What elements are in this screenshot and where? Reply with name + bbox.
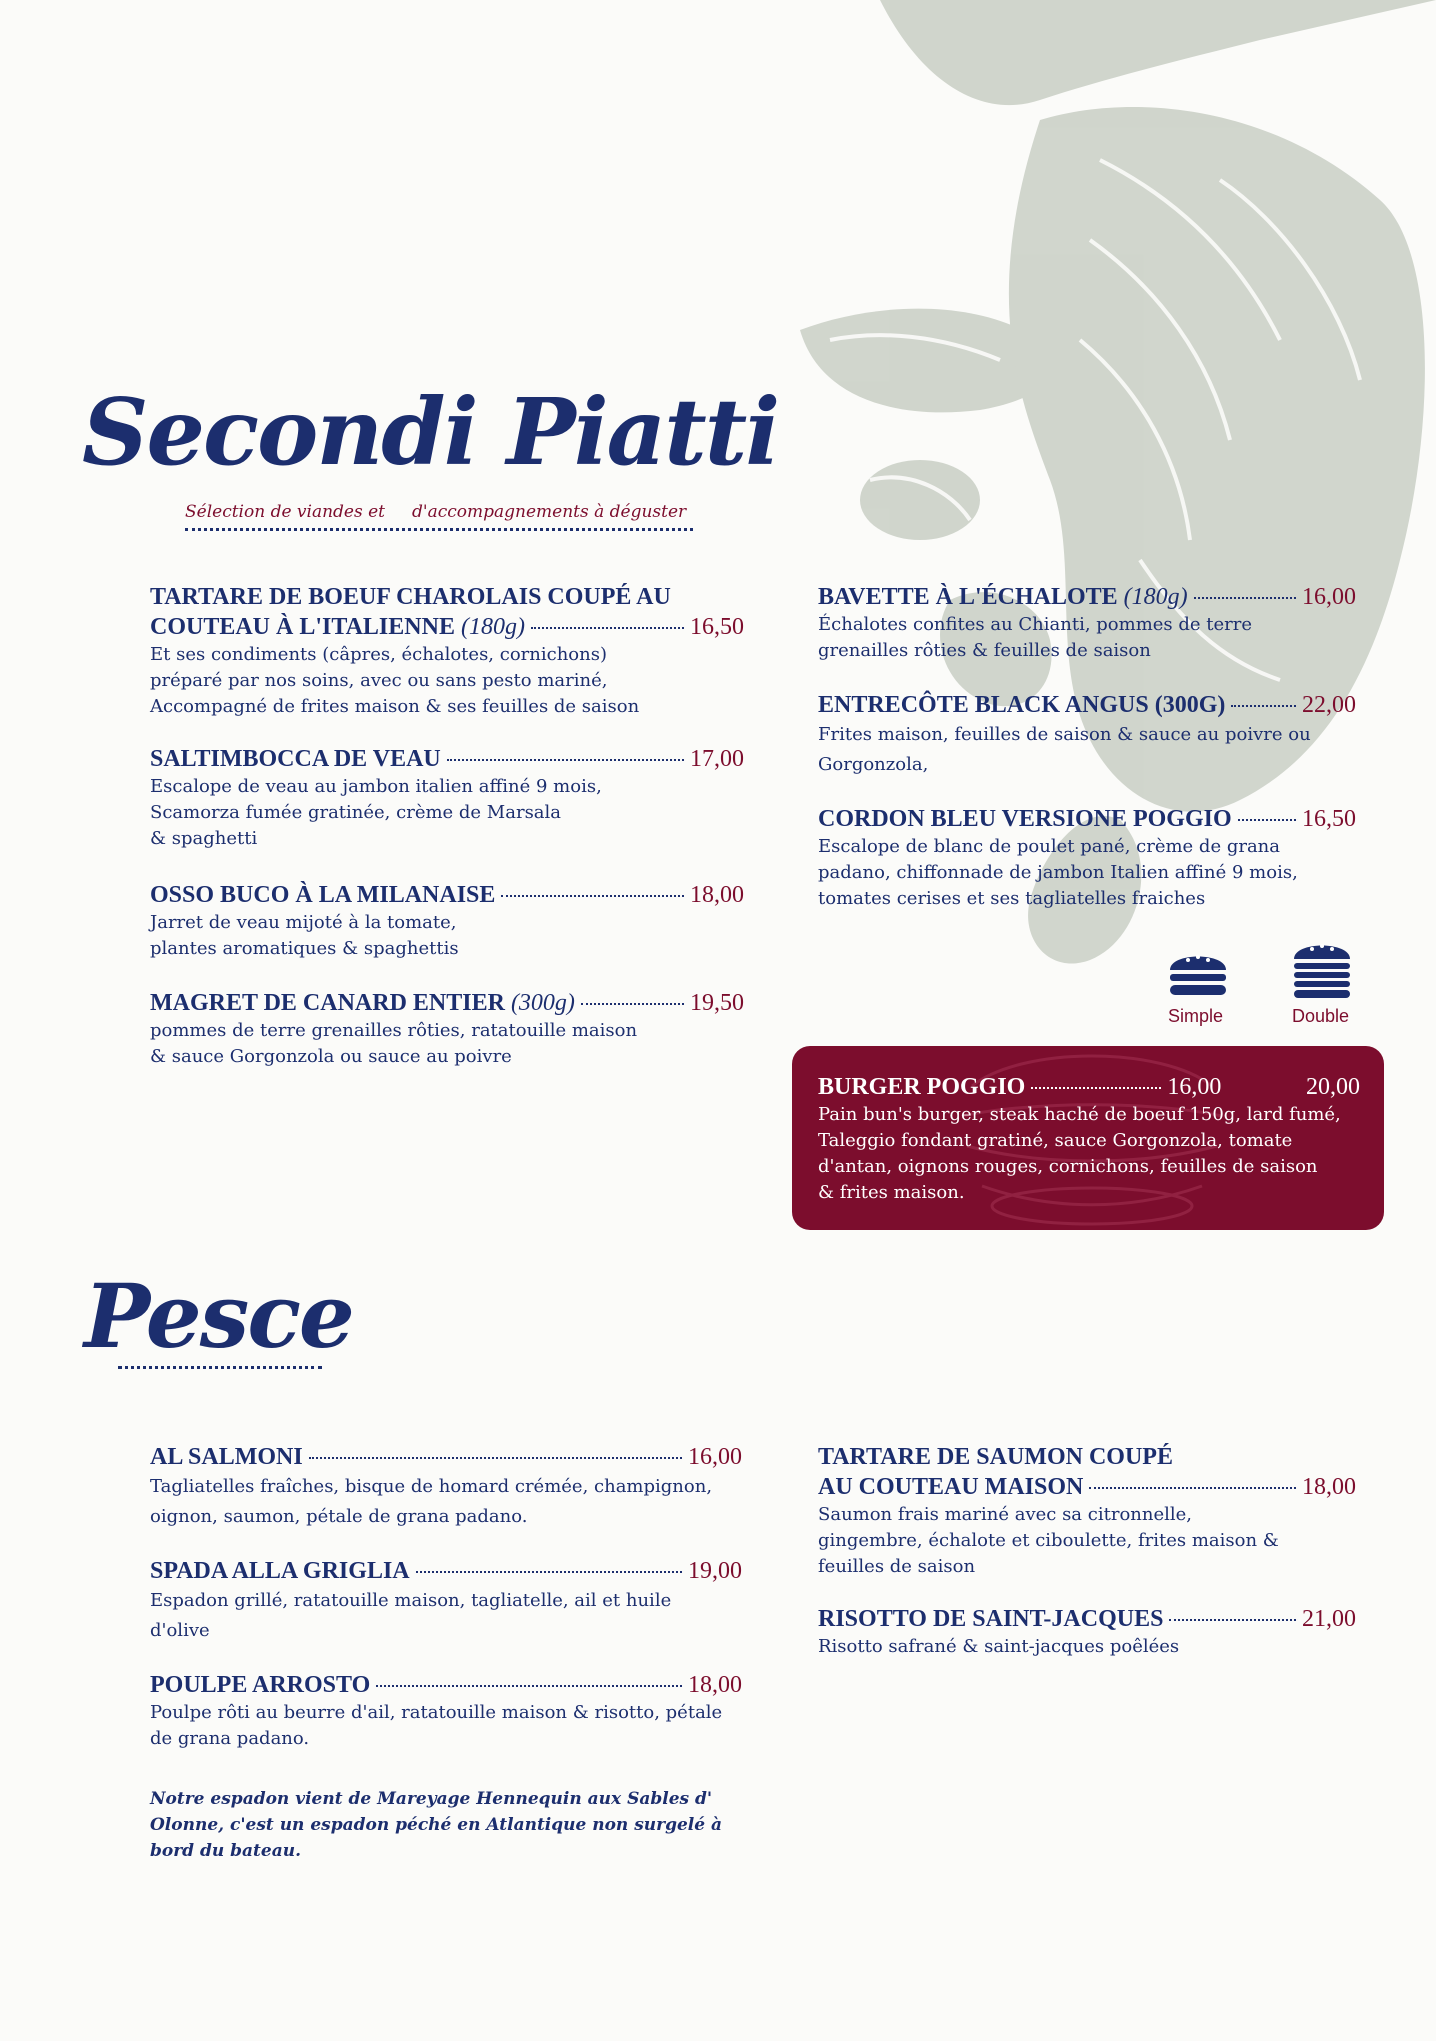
burger-double-label: Double bbox=[1292, 1006, 1350, 1026]
item-name: BAVETTE À L'ÉCHALOTE bbox=[818, 584, 1118, 610]
item-price: 17,00 bbox=[690, 746, 744, 772]
item-description: Espadon grillé, ratatouille maison, tagliatelle, ail et huile d'olive bbox=[150, 1590, 672, 1641]
item-price: 16,50 bbox=[1302, 806, 1356, 832]
burger-double-icon bbox=[1290, 932, 1354, 1002]
item-name: CORDON BLEU VERSIONE POGGIO bbox=[818, 806, 1232, 832]
burger-highlight-box bbox=[792, 1046, 1384, 1230]
section-title-secondi: Secondi Piatti bbox=[82, 378, 779, 486]
item-name-line: TARTARE DE SAUMON COUPÉ bbox=[818, 1444, 1173, 1470]
burger-price-double: 20,00 bbox=[1306, 1074, 1360, 1100]
item-name: SPADA ALLA GRIGLIA bbox=[150, 1558, 410, 1584]
menu-item-tartare-boeuf bbox=[150, 582, 744, 720]
item-price: 19,00 bbox=[688, 1558, 742, 1584]
menu-item-poulpe bbox=[150, 1670, 742, 1752]
item-name: AU COUTEAU MAISON bbox=[818, 1474, 1084, 1500]
item-name: POULPE ARROSTO bbox=[150, 1672, 371, 1698]
menu-item-spada bbox=[150, 1556, 742, 1646]
item-price: 16,00 bbox=[1302, 584, 1356, 610]
burger-price-simple: 16,00 bbox=[1167, 1074, 1222, 1100]
item-description: pommes de terre grenailles rôties, ratatouille maison & sauce Gorgonzola ou sauce au poivre bbox=[150, 1020, 638, 1067]
item-name: MAGRET DE CANARD ENTIER bbox=[150, 990, 505, 1016]
item-price: 21,00 bbox=[1302, 1606, 1356, 1632]
item-name: AL SALMONI bbox=[150, 1444, 303, 1470]
item-description: Et ses condiments (câpres, échalotes, cornichons) préparé par nos soins, avec ou sans pesto mariné, Accompagné de frites maison & ses feuilles de saison bbox=[150, 644, 640, 717]
item-name: ENTRECÔTE BLACK ANGUS (300G) bbox=[818, 692, 1226, 718]
burger-simple-label: Simple bbox=[1168, 1006, 1224, 1026]
item-description: Frites maison, feuilles de saison & sauce au poivre ou Gorgonzola, bbox=[818, 724, 1311, 775]
item-name: RISOTTO DE SAINT-JACQUES bbox=[818, 1606, 1164, 1632]
item-description: Escalope de blanc de poulet pané, crème de grana padano, chiffonnade de jambon Italien affiné 9 mois, tomates cerises et ses tagliatelles fraiches bbox=[818, 836, 1298, 909]
item-description: Escalope de veau au jambon italien affiné 9 mois, Scamorza fumée gratinée, crème de Marsala & spaghetti bbox=[150, 776, 602, 849]
item-price: 16,00 bbox=[688, 1444, 742, 1470]
item-price: 18,00 bbox=[690, 882, 744, 908]
item-price: 18,00 bbox=[688, 1672, 742, 1698]
item-weight: (300g) bbox=[510, 990, 575, 1016]
item-description: Saumon frais mariné avec sa citronnelle, gingembre, échalote et ciboulette, frites maison & feuilles de saison bbox=[818, 1504, 1279, 1577]
section-subtitle-secondi: Sélection de viandes et d'accompagnements à déguster bbox=[185, 502, 687, 522]
item-description: Poulpe rôti au beurre d'ail, ratatouille maison & risotto, pétale de grana padano. bbox=[150, 1702, 723, 1749]
item-name: OSSO BUCO À LA MILANAISE bbox=[150, 882, 496, 908]
item-description: Jarret de veau mijoté à la tomate, plantes aromatiques & spaghettis bbox=[150, 912, 459, 959]
menu-item-cordon-bleu bbox=[818, 804, 1356, 912]
menu-item-risotto bbox=[818, 1604, 1356, 1660]
menu-item-bavette bbox=[818, 582, 1356, 664]
item-description: Tagliatelles fraîches, bisque de homard crémée, champignon, oignon, saumon, pétale de grana padano. bbox=[150, 1476, 713, 1527]
item-price: 18,00 bbox=[1302, 1474, 1356, 1500]
item-weight: (180g) bbox=[460, 614, 525, 640]
item-name-line: TARTARE DE BOEUF CHAROLAIS COUPÉ AU bbox=[150, 584, 671, 610]
section-divider bbox=[185, 528, 693, 531]
item-price: 22,00 bbox=[1302, 692, 1356, 718]
item-name: COUTEAU À L'ITALIENNE bbox=[150, 614, 455, 640]
item-price: 19,50 bbox=[690, 990, 744, 1016]
section-divider bbox=[118, 1366, 322, 1369]
burger-description: Pain bun's burger, steak haché de boeuf 150g, lard fumé, Taleggio fondant gratiné, sauce Gorgonzola, tomate d'antan, oignons rouges, cornichons, feuilles de saison & frites maison. bbox=[818, 1104, 1341, 1203]
item-name: SALTIMBOCCA DE VEAU bbox=[150, 746, 441, 772]
menu-item-al-salmoni bbox=[150, 1442, 742, 1532]
swordfish-origin-note: Notre espadon vient de Mareyage Hennequin aux Sables d' Olonne, c'est un espadon péché en Atlantique non surgelé à bord du bateau. bbox=[150, 1789, 723, 1861]
item-description: Risotto safrané & saint-jacques poêlées bbox=[818, 1636, 1180, 1657]
burger-name: BURGER POGGIO bbox=[818, 1074, 1026, 1100]
menu-item-tartare-saumon bbox=[818, 1442, 1356, 1580]
item-price: 16,50 bbox=[690, 614, 744, 640]
menu-item-saltimbocca bbox=[150, 744, 744, 852]
menu-item-osso-buco bbox=[150, 880, 744, 962]
menu-item-entrecote bbox=[818, 690, 1356, 780]
burger-simple-icon bbox=[1166, 940, 1230, 1004]
item-weight: (180g) bbox=[1123, 584, 1188, 610]
section-title-pesce: Pesce bbox=[84, 1264, 353, 1368]
item-description: Échalotes confites au Chianti, pommes de terre grenailles rôties & feuilles de saison bbox=[818, 614, 1253, 661]
menu-item-magret bbox=[150, 988, 744, 1070]
